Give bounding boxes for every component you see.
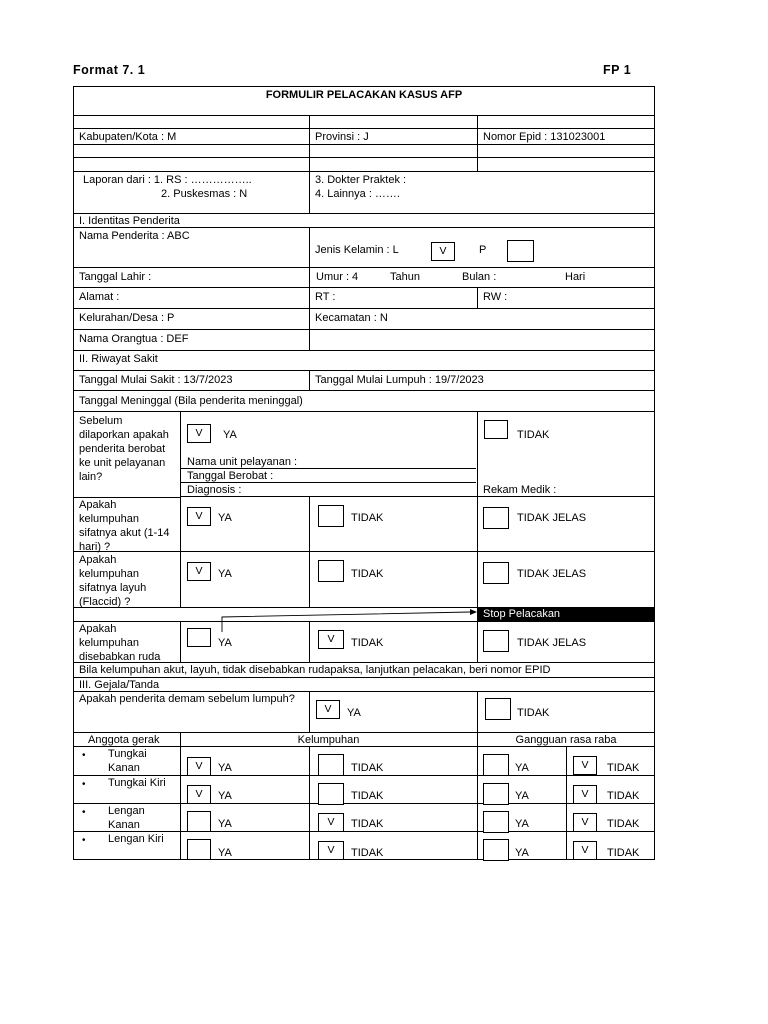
checkbox-sex-l[interactable]: V [431, 242, 455, 261]
checkbox-berobat-tidak[interactable] [484, 420, 508, 439]
bullet-icon: • [82, 807, 86, 818]
label-tidak: TIDAK [607, 790, 640, 802]
section-riwayat: II. Riwayat Sakit [79, 353, 158, 365]
nama-orangtua-field: Nama Orangtua : DEF [79, 333, 189, 345]
limb-label: Tungkai Kiri [108, 777, 166, 789]
checkbox-demam-ya[interactable]: V [316, 700, 340, 719]
label-tidak: TIDAK [607, 847, 640, 859]
format-number: Format 7. 1 [73, 63, 146, 77]
bullet-icon: • [82, 779, 86, 790]
checkbox-limb1-tidak[interactable] [318, 754, 344, 776]
limb-label: Lengan Kiri [108, 833, 164, 845]
label-ya: YA [347, 707, 361, 719]
continue-note: Bila kelumpuhan akut, layuh, tidak disebabkan rudapaksa, lanjutkan pelacakan, beri nomor EPID [79, 664, 551, 676]
checkbox-layuh-ya[interactable]: V [187, 562, 211, 581]
stop-pelacakan-banner: Stop Pelacakan [477, 607, 655, 622]
question-berobat: Sebelum dilaporkan apakah penderita berobat ke unit pelayanan lain? [79, 415, 169, 483]
checkbox-ruda-tidak[interactable]: V [318, 630, 344, 649]
laporan-puskesmas: 2. Puskesmas : N [161, 188, 248, 200]
label-tidak-jelas: TIDAK JELAS [517, 637, 587, 649]
label-tidak: TIDAK [351, 568, 384, 580]
checkbox-akut-ya[interactable]: V [187, 507, 211, 526]
kelurahan-field: Kelurahan/Desa : P [79, 312, 175, 324]
question-demam: Apakah penderita demam sebelum lumpuh? [79, 693, 295, 705]
nama-penderita-field: Nama Penderita : ABC [79, 230, 190, 242]
label-ya: YA [218, 637, 232, 649]
label-ya: YA [223, 429, 237, 441]
label-ya: YA [218, 762, 232, 774]
tanggal-lahir-field: Tanggal Lahir : [79, 271, 152, 283]
nomor-epid-field: Nomor Epid : 131023001 [483, 131, 606, 143]
form-title: FORMULIR PELACAKAN KASUS AFP [265, 89, 463, 101]
checkbox-limb1-raba-tidak[interactable]: V [573, 756, 597, 775]
limb-label: Lengan Kanan [108, 805, 145, 831]
label-tidak: TIDAK [351, 847, 384, 859]
alamat-field: Alamat : [79, 291, 120, 303]
rekam-medik: Rekam Medik : [483, 484, 557, 496]
checkbox-akut-tidak[interactable] [318, 505, 344, 527]
tanggal-meninggal: Tanggal Meninggal (Bila penderita meninggal) [79, 395, 303, 407]
checkbox-sex-p[interactable] [507, 240, 534, 262]
label-tidak-jelas: TIDAK JELAS [517, 512, 587, 524]
tanggal-mulai-sakit: Tanggal Mulai Sakit : 13/7/2023 [79, 374, 233, 386]
umur-tahun-label: Tahun [390, 271, 420, 283]
section-gejala: III. Gejala/Tanda [79, 679, 160, 691]
checkbox-limb2-raba-tidak[interactable]: V [573, 785, 597, 804]
laporan-rs: Laporan dari : 1. RS : …………….. [83, 174, 252, 186]
checkbox-limb2-raba-ya[interactable] [483, 783, 509, 805]
label-ya: YA [515, 847, 529, 859]
label-ya: YA [218, 512, 232, 524]
checkbox-limb1-ya[interactable]: V [187, 757, 211, 776]
checkbox-limb3-tidak[interactable]: V [318, 813, 344, 832]
checkbox-ruda-tidak-jelas[interactable] [483, 630, 509, 652]
checkbox-berobat-ya[interactable]: V [187, 424, 211, 443]
col-gangguan-rasa-raba: Gangguan rasa raba [515, 734, 617, 746]
checkbox-demam-tidak[interactable] [485, 698, 511, 720]
bullet-icon: • [82, 835, 86, 846]
tanggal-berobat: Tanggal Berobat : [187, 470, 274, 482]
label-tidak: TIDAK [351, 762, 384, 774]
checkbox-limb4-raba-tidak[interactable]: V [573, 841, 597, 860]
checkbox-layuh-tidak[interactable] [318, 560, 344, 582]
checkbox-limb3-raba-tidak[interactable]: V [573, 813, 597, 832]
label-tidak: TIDAK [351, 818, 384, 830]
bullet-icon: • [82, 750, 86, 761]
diagnosis: Diagnosis : [187, 484, 242, 496]
tanggal-mulai-lumpuh: Tanggal Mulai Lumpuh : 19/7/2023 [315, 374, 484, 386]
laporan-lainnya: 4. Lainnya : ……. [315, 188, 400, 200]
provinsi-field: Provinsi : J [315, 131, 369, 143]
question-ruda: Apakah kelumpuhan disebabkan ruda [79, 623, 161, 663]
label-tidak: TIDAK [351, 512, 384, 524]
kabupaten-field: Kabupaten/Kota : M [79, 131, 177, 143]
checkbox-akut-tidak-jelas[interactable] [483, 507, 509, 529]
checkbox-limb1-raba-ya[interactable] [483, 754, 509, 776]
label-tidak: TIDAK [517, 707, 550, 719]
nama-unit-pelayanan: Nama unit pelayanan : [187, 456, 298, 468]
label-tidak: TIDAK [607, 762, 640, 774]
checkbox-limb3-raba-ya[interactable] [483, 811, 509, 833]
label-tidak-jelas: TIDAK JELAS [517, 568, 587, 580]
laporan-dokter: 3. Dokter Praktek : [315, 174, 407, 186]
label-ya: YA [218, 790, 232, 802]
label-ya: YA [218, 847, 232, 859]
label-ya: YA [515, 818, 529, 830]
question-akut: Apakah kelumpuhan sifatnya akut (1-14 hari) ? [79, 499, 170, 553]
umur-field: Umur : 4 [316, 271, 359, 283]
checkbox-ruda-ya[interactable] [187, 628, 211, 647]
checkbox-layuh-tidak-jelas[interactable] [483, 562, 509, 584]
checkbox-limb4-tidak[interactable]: V [318, 841, 344, 860]
label-ya: YA [218, 818, 232, 830]
checkbox-limb2-ya[interactable]: V [187, 785, 211, 804]
checkbox-limb4-ya[interactable] [187, 839, 211, 860]
checkbox-limb3-ya[interactable] [187, 811, 211, 832]
checkbox-limb2-tidak[interactable] [318, 783, 344, 805]
umur-hari-label: Hari [565, 271, 586, 283]
label-ya: YA [515, 790, 529, 802]
limb-label: Tungkai Kanan [108, 748, 147, 774]
label-tidak: TIDAK [351, 790, 384, 802]
col-kelumpuhan: Kelumpuhan [297, 734, 360, 746]
label-ya: YA [218, 568, 232, 580]
sex-p-label: P [479, 244, 487, 256]
section-identitas: I. Identitas Penderita [79, 215, 180, 227]
label-tidak: TIDAK [517, 429, 550, 441]
rt-field: RT : [315, 291, 336, 303]
col-anggota-gerak: Anggota gerak [88, 734, 160, 746]
label-tidak: TIDAK [351, 637, 384, 649]
jenis-kelamin-label: Jenis Kelamin : L [315, 244, 399, 256]
checkbox-limb4-raba-ya[interactable] [483, 839, 509, 861]
label-tidak: TIDAK [607, 818, 640, 830]
kecamatan-field: Kecamatan : N [315, 312, 388, 324]
form-code: FP 1 [603, 63, 632, 77]
rw-field: RW : [483, 291, 508, 303]
question-layuh: Apakah kelumpuhan sifatnya layuh (Flaccid) ? [79, 554, 147, 608]
umur-bulan-label: Bulan : [462, 271, 497, 283]
label-ya: YA [515, 762, 529, 774]
